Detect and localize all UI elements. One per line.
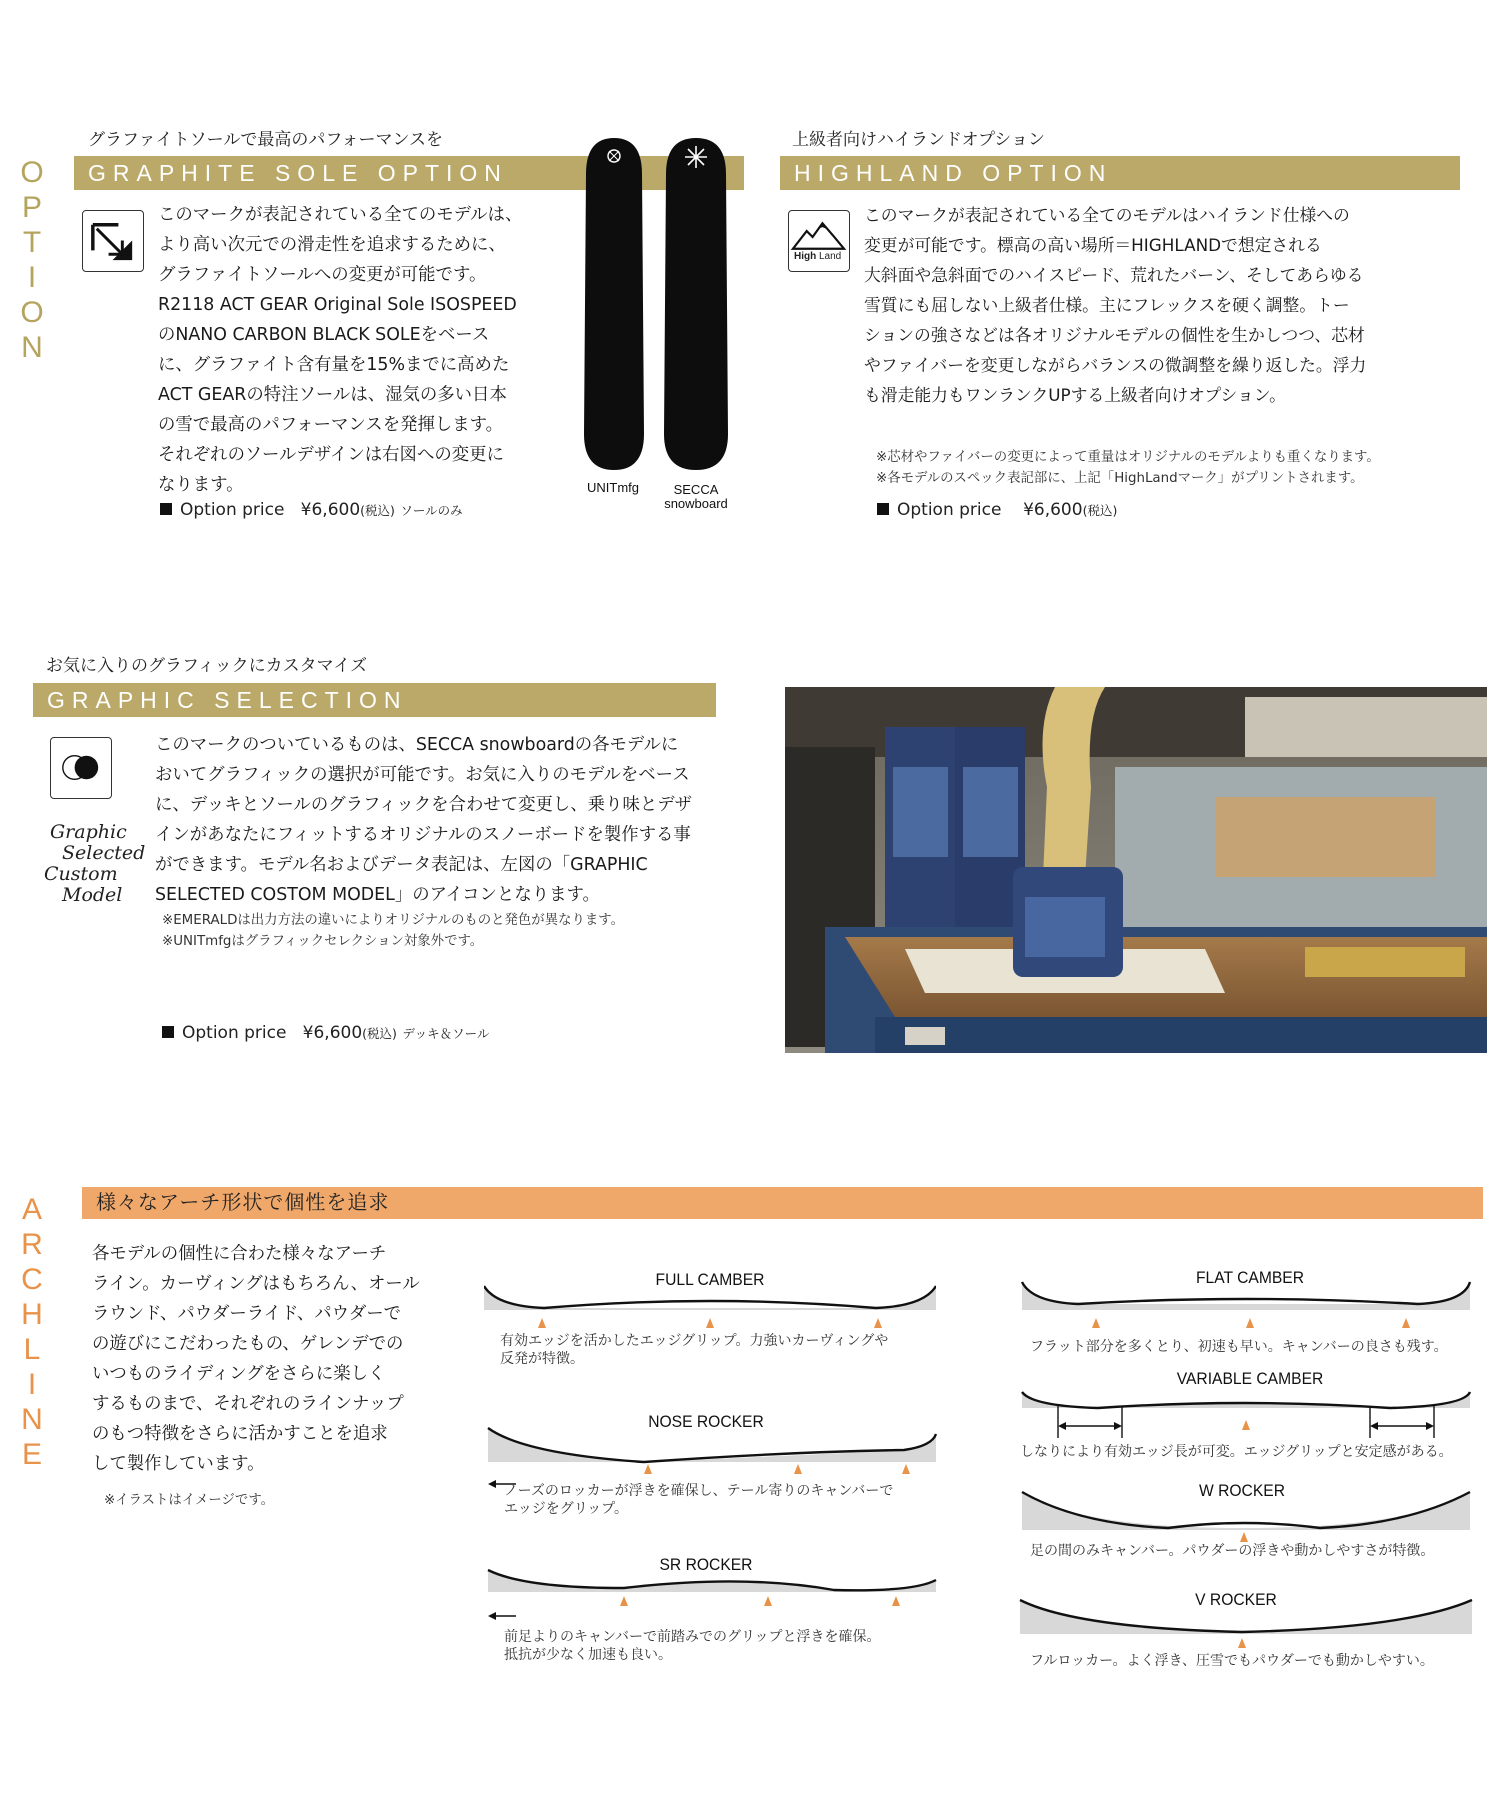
arrow-left-icon bbox=[1370, 1422, 1378, 1430]
graphic-body-line: おいてグラフィックの選択が可能です。お気に入りのモデルをベース bbox=[155, 765, 690, 785]
shape-desc: 有効エッジを活かしたエッジグリップ。力強いカーヴィングや 反発が特徴。 bbox=[500, 1333, 889, 1367]
graphite-body-line: ACT GEARの特注ソールは、湿気の多い日本 bbox=[158, 385, 507, 405]
option-letter: O bbox=[20, 296, 44, 329]
contact-marker-icon bbox=[1238, 1638, 1246, 1648]
graphic-body-line: に、デッキとソールのグラフィックを合わせて変更し、乗り味とデザ bbox=[155, 795, 693, 815]
full-camber-diagram bbox=[484, 1276, 936, 1336]
graphite-body-line: グラファイトソールへの変更が可能です。 bbox=[158, 265, 487, 285]
direction-arrow-icon bbox=[488, 1480, 496, 1488]
graphite-body-line: のNANO CARBON BLACK SOLEをベース bbox=[158, 325, 490, 345]
archline-title-bar: 様々なアーチ形状で個性を追求 bbox=[82, 1187, 1483, 1219]
graphite-body-line: より高い次元での滑走性を追求するために、 bbox=[158, 235, 506, 255]
price-tax: (税込) bbox=[360, 503, 395, 518]
contact-marker-icon bbox=[620, 1596, 628, 1606]
nose-rocker-diagram bbox=[484, 1420, 940, 1490]
highland-note-line: ※芯材やファイバーの変更によって重量はオリジナルのモデルよりも重くなります。 bbox=[876, 450, 1380, 465]
highland-body-line: このマークが表記されている全てのモデルはハイランド仕様への bbox=[864, 205, 1350, 225]
shape-desc: 前足よりのキャンバーで前踏みでのグリップと浮きを確保。 抵抗が少なく加速も良い。 bbox=[504, 1629, 881, 1663]
shape-title: FLAT CAMBER bbox=[1195, 1268, 1305, 1287]
graphic-title-bar: GRAPHIC SELECTION bbox=[33, 683, 716, 717]
highland-body-line: 大斜面や急斜面でのハイスピード、荒れたバーン、そしてあらゆる bbox=[864, 265, 1364, 285]
highland-icon-text: High Land bbox=[794, 251, 842, 262]
price-value: ¥6,600 bbox=[300, 500, 361, 520]
graphite-body-line: に、グラファイト含有量を15%までに高めた bbox=[158, 355, 510, 375]
graphic-body-line: インがあなたにフィットするオリジナルのスノーボードを製作する事 bbox=[155, 825, 691, 845]
contact-marker-icon bbox=[1242, 1420, 1250, 1430]
highland-body-line: やファイバーを変更しながらバランスの微調整を繰り返した。浮力 bbox=[864, 355, 1367, 375]
archline-body-line: いつものライディングをさらに楽しく bbox=[92, 1364, 386, 1384]
sr-rocker-diagram bbox=[484, 1564, 940, 1634]
contact-marker-icon bbox=[1240, 1532, 1248, 1542]
archline-letter: I bbox=[27, 1368, 37, 1401]
option-letter: O bbox=[20, 156, 44, 189]
graphite-subtitle: グラファイトソールで最高のパフォーマンスを bbox=[88, 130, 443, 150]
highland-body-line: 雪質にも屈しない上級者仕様。主にフレックスを硬く調整。トー bbox=[864, 295, 1350, 315]
contact-marker-icon bbox=[1092, 1318, 1100, 1328]
shape-desc: しなりにより有効エッジ長が可変。エッジグリップと安定感がある。 bbox=[1020, 1444, 1453, 1460]
snowflake-logo-icon bbox=[685, 146, 707, 168]
contact-marker-icon bbox=[892, 1596, 900, 1606]
option-letter: N bbox=[21, 331, 43, 364]
contact-marker-icon bbox=[874, 1318, 882, 1328]
price-tax: (税込) bbox=[1082, 503, 1118, 518]
graphic-select-icon bbox=[50, 737, 112, 799]
bullet-square-icon bbox=[160, 503, 172, 515]
filled-circle-icon bbox=[75, 756, 99, 780]
archline-letter: R bbox=[21, 1228, 43, 1261]
secca-board-shape bbox=[664, 138, 728, 470]
graphic-body bbox=[155, 730, 692, 910]
archline-body-line: 各モデルの個性に合わた様々なアーチ bbox=[92, 1244, 387, 1264]
archline-body-line: するものまで、それぞれのラインナップ bbox=[92, 1394, 404, 1414]
secca-label-line2: snowboard bbox=[664, 496, 728, 511]
price-value: ¥6,600 bbox=[302, 1023, 363, 1043]
highland-body-line: ションの強さなどは各オリジナルモデルの個性を生かしつつ、芯材 bbox=[864, 325, 1365, 345]
highland-note-line: ※各モデルのスペック表記部に、上記「HighLandマーク」がプリントされます。 bbox=[876, 471, 1364, 486]
price-label: Option price bbox=[180, 500, 285, 520]
archline-body-line: の遊びにこだわったもの、ゲレンデでの bbox=[92, 1334, 404, 1354]
shape-title: NOSE ROCKER bbox=[648, 1412, 764, 1431]
highland-icon bbox=[788, 210, 850, 272]
contact-marker-icon bbox=[538, 1318, 546, 1328]
archline-body-line: ライン。カーヴィングはもちろん、オール bbox=[92, 1274, 420, 1294]
archline-letter: E bbox=[21, 1438, 42, 1471]
option-letter: I bbox=[27, 261, 37, 294]
price-value: ¥6,600 bbox=[1023, 500, 1083, 520]
factory-cnc-photo bbox=[785, 687, 1487, 1053]
bullet-square-icon bbox=[877, 503, 889, 515]
graphite-body-line: なります。 bbox=[158, 475, 244, 495]
highland-body bbox=[864, 200, 1366, 410]
price-tax: (税込) bbox=[362, 1026, 397, 1041]
graphic-selected-custom-model-logo: Graphic Selected Custom Model bbox=[44, 821, 146, 906]
graphite-icon bbox=[82, 210, 144, 272]
arrow-right-icon bbox=[1426, 1422, 1434, 1430]
graphic-body-line: このマークのついているものは、SECCA snowboardの各モデルに bbox=[155, 735, 679, 755]
shape-desc: 足の間のみキャンバー。パウダーの浮きや動かしやすさが特徴。 bbox=[1030, 1543, 1435, 1559]
contact-marker-icon bbox=[764, 1596, 772, 1606]
archline-letter: A bbox=[21, 1193, 42, 1226]
contact-marker-icon bbox=[902, 1464, 910, 1474]
graphite-price bbox=[160, 500, 463, 520]
highland-price bbox=[877, 500, 1117, 520]
shape-title: VARIABLE CAMBER bbox=[1176, 1369, 1324, 1388]
graphic-body-line: SELECTED COSTOM MODEL」のアイコンとなります。 bbox=[155, 885, 600, 905]
highland-subtitle: 上級者向けハイランドオプション bbox=[792, 130, 1045, 150]
shape-title: SR ROCKER bbox=[659, 1555, 753, 1574]
price-suffix: ソールのみ bbox=[400, 503, 463, 518]
highland-notes bbox=[876, 447, 1380, 489]
archline-body-line: のもつ特徴をさらに活かすことを追求 bbox=[92, 1424, 388, 1444]
archline-letter: C bbox=[21, 1263, 43, 1296]
variable-camber-diagram bbox=[1018, 1386, 1474, 1442]
price-label: Option price bbox=[182, 1023, 287, 1043]
option-letter: T bbox=[22, 226, 42, 259]
graphite-body-line: R2118 ACT GEAR Original Sole ISOSPEED bbox=[158, 295, 517, 315]
contact-marker-icon bbox=[706, 1318, 714, 1328]
price-suffix: デッキ＆ソール bbox=[402, 1026, 490, 1041]
shape-title: W ROCKER bbox=[1198, 1481, 1286, 1500]
graphic-note-line: ※EMERALDは出力方法の違いによりオリジナルのものと発色が異なります。 bbox=[162, 913, 624, 928]
archline-body-line: して製作しています。 bbox=[92, 1454, 265, 1474]
highland-body-line: も滑走能力もワンランクUPする上級者向けオプション。 bbox=[864, 385, 1286, 405]
unitmfg-board-shape bbox=[584, 138, 644, 470]
option-letter: P bbox=[21, 191, 42, 224]
shape-desc: フラット部分を多くとり、初速も早い。キャンバーの良さも残す。 bbox=[1030, 1339, 1448, 1355]
highland-body-line: 変更が可能です。標高の高い場所＝HIGHLANDで想定される bbox=[864, 235, 1322, 255]
highland-title-bar: HIGHLAND OPTION bbox=[780, 156, 1460, 190]
contact-marker-icon bbox=[1246, 1318, 1254, 1328]
graphic-note-line: ※UNITmfgはグラフィックセレクション対象外です。 bbox=[162, 934, 484, 949]
graphic-price bbox=[162, 1023, 489, 1043]
graphic-subtitle: お気に入りのグラフィックにカスタマイズ bbox=[46, 656, 368, 676]
archline-note: ※イラストはイメージです。 bbox=[104, 1493, 275, 1508]
graphic-body-line: ができます。モデル名およびデータ表記は、左図の「GRAPHIC bbox=[155, 855, 648, 875]
sole-boards-illustration bbox=[578, 134, 738, 474]
shape-desc: ノーズのロッカーが浮きを確保し、テール寄りのキャンバーで エッジをグリップ。 bbox=[504, 1483, 894, 1517]
flat-camber-diagram bbox=[1018, 1274, 1474, 1334]
shape-desc: フルロッカー。よく浮き、圧雪でもパウダーでも動かしやすい。 bbox=[1030, 1653, 1434, 1669]
w-rocker-diagram bbox=[1018, 1488, 1474, 1544]
archline-letter: N bbox=[21, 1403, 43, 1436]
graphite-body-line: このマークが表記されている全てのモデルは、 bbox=[158, 205, 523, 225]
contact-marker-icon bbox=[1402, 1318, 1410, 1328]
graphite-body-line: の雪で最高のパフォーマンスを発揮します。 bbox=[158, 415, 504, 435]
graphite-body bbox=[158, 200, 522, 500]
price-label: Option price bbox=[897, 500, 1002, 520]
v-rocker-diagram bbox=[1016, 1596, 1476, 1656]
unitmfg-label: UNITmfg bbox=[587, 480, 639, 495]
contact-marker-icon bbox=[644, 1464, 652, 1474]
bullet-square-icon bbox=[162, 1026, 174, 1038]
secca-label-line1: SECCA bbox=[673, 482, 719, 497]
arrow-right-icon bbox=[1114, 1422, 1122, 1430]
shape-title: FULL CAMBER bbox=[655, 1270, 765, 1289]
graphic-notes bbox=[162, 910, 624, 952]
contact-marker-icon bbox=[794, 1464, 802, 1474]
archline-body-line: ラウンド、パウダーライド、パウダーで bbox=[92, 1304, 402, 1324]
archline-letter: H bbox=[21, 1298, 43, 1331]
mountain-icon bbox=[793, 223, 844, 249]
direction-arrow-icon bbox=[488, 1612, 496, 1620]
archline-body bbox=[92, 1239, 420, 1479]
arrow-left-icon bbox=[1058, 1422, 1066, 1430]
graphite-title-bar: GRAPHITE SOLE OPTION bbox=[74, 156, 744, 190]
shape-title: V ROCKER bbox=[1195, 1590, 1277, 1609]
archline-letter: L bbox=[23, 1333, 41, 1366]
graphite-body-line: それぞれのソールデザインは右図への変更に bbox=[158, 445, 504, 465]
